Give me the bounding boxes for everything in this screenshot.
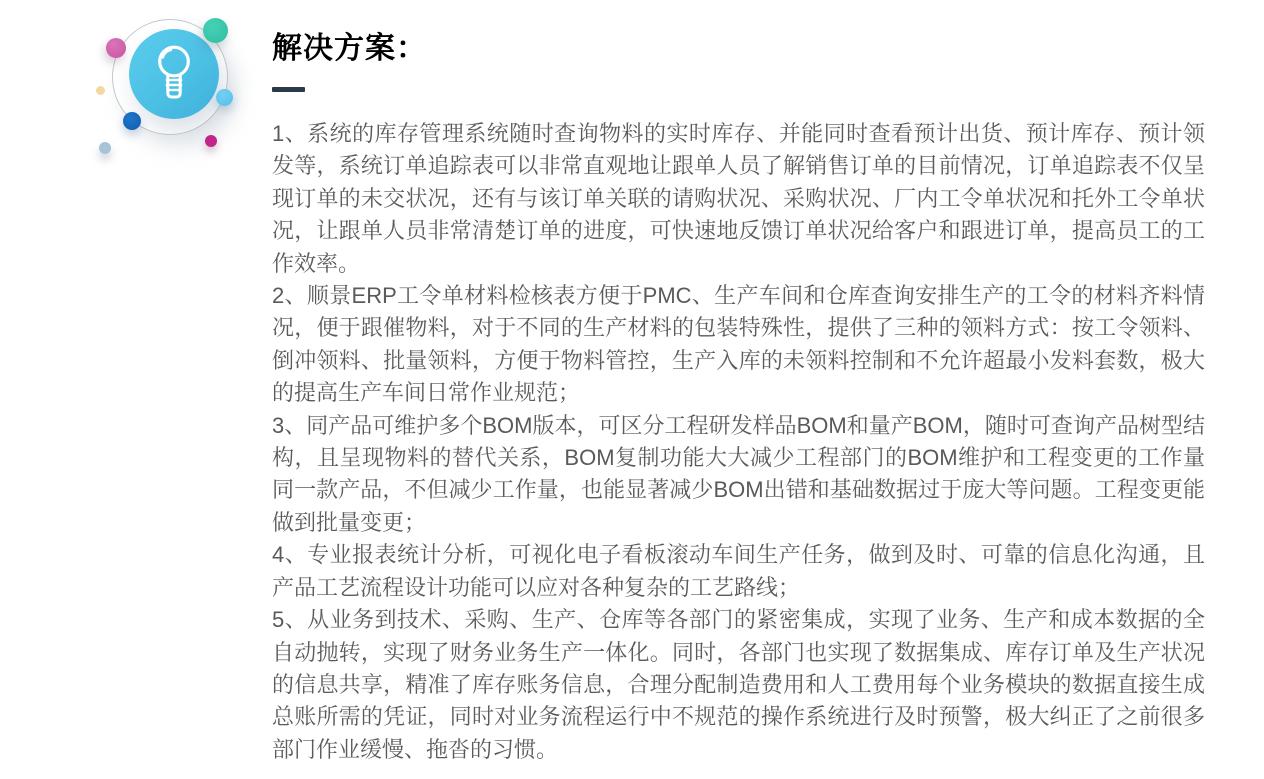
decor-dot-gray-blue bbox=[99, 142, 111, 154]
solution-paragraph: 5、从业务到技术、采购、生产、仓库等各部门的紧密集成，实现了业务、生产和成本数据的全自动抛转，实现了财务业务生产一体化。同时，各部门也实现了数据集成、库存订单及生产状况的信息共享，精准了库存账务信息，合理分配制造费用和人工费用每个业务模块的数据直接生成总账所需的凭证，同时对业务流程运行中不规范的操作系统进行及时预警，极大纠正了之前很多部门作业缓慢、拖沓的习惯。 bbox=[272, 607, 1205, 762]
page-title: 解决方案： bbox=[272, 32, 427, 65]
solution-text bbox=[272, 118, 1205, 766]
title-accent-bar bbox=[272, 87, 305, 92]
decor-dot-magenta bbox=[205, 135, 217, 147]
lightbulb-icon bbox=[152, 44, 196, 104]
decor-dot-yellow bbox=[96, 86, 105, 95]
lightbulb-circle bbox=[129, 29, 219, 119]
decor-dot-pink bbox=[106, 38, 126, 58]
solution-paragraph: 4、专业报表统计分析，可视化电子看板滚动车间生产任务，做到及时、可靠的信息化沟通，且产品工艺流程设计功能可以应对各种复杂的工艺路线； bbox=[272, 542, 1205, 600]
decor-dot-teal bbox=[203, 18, 228, 43]
solution-paragraph: 2、顺景ERP工令单材料检核表方便于PMC、生产车间和仓库查询安排生产的工令的材料齐料情况，便于跟催物料，对于不同的生产材料的包装特殊性，提供了三种的领料方式：按工令领料、倒冲领料、批量领料，方便于物料管控，生产入库的未领料控制和不允许超最小发料套数，极大的提高生产车间日常作业规范； bbox=[272, 283, 1205, 406]
decor-dot-dark-blue bbox=[123, 112, 141, 130]
solution-paragraph: 3、同产品可维护多个BOM版本，可区分工程研发样品BOM和量产BOM，随时可查询产品树型结构，且呈现物料的替代关系，BOM复制功能大大减少工程部门的BOM维护和工程变更的工作量同一款产品，不但减少工作量，也能显著减少BOM出错和基础数据过于庞大等问题。工程变更能做到批量变更； bbox=[272, 412, 1205, 535]
solution-paragraph: 1、系统的库存管理系统随时查询物料的实时库存、并能同时查看预计出货、预计库存、预计领发等，系统订单追踪表可以非常直观地让跟单人员了解销售订单的目前情况，订单追踪表不仅呈现订单的未交状况，还有与该订单关联的请购状况、采购状况、厂内工令单状况和托外工令单状况，让跟单人员非常清楚订单的进度，可快速地反馈订单状况给客户和跟进订单，提高员工的工作效率。 bbox=[272, 121, 1205, 276]
lightbulb-badge bbox=[85, 8, 245, 168]
decor-dot-light-blue bbox=[216, 89, 233, 106]
